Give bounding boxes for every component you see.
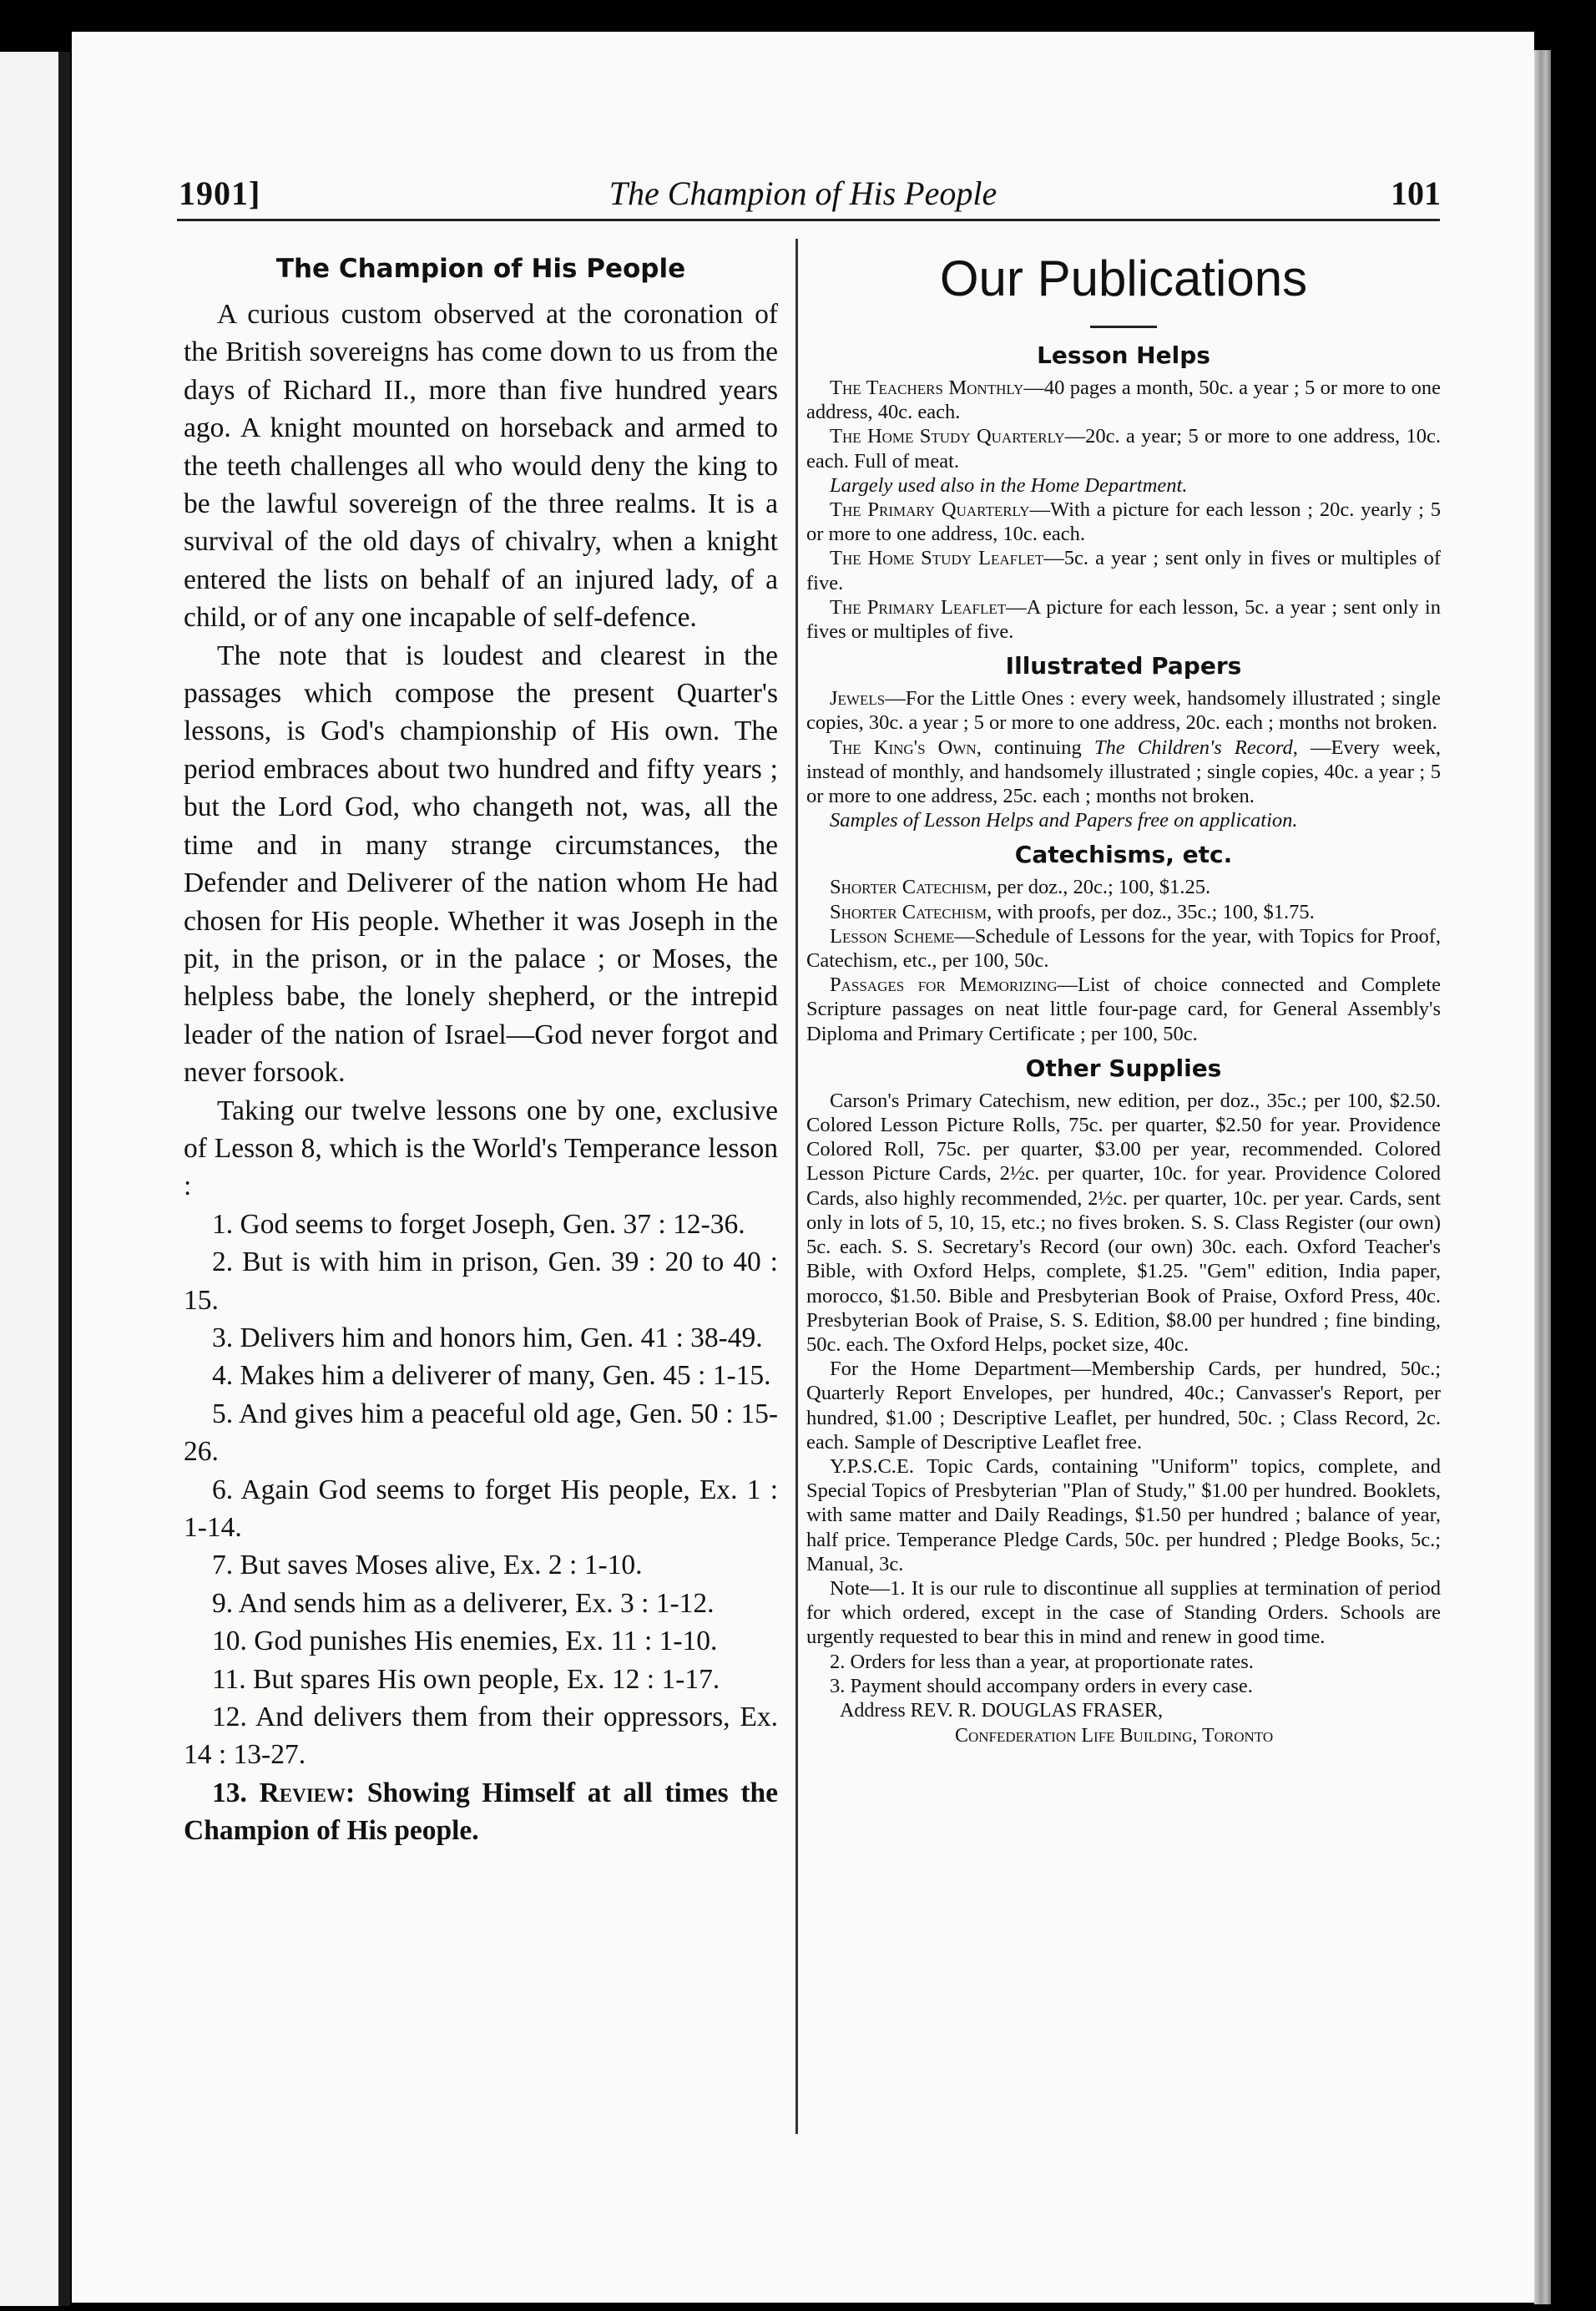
lesson-item: 3. Delivers him and honors him, Gen. 41 : 38-49. xyxy=(212,1322,763,1353)
article-paragraph: Taking our twelve lessons one by one, exclusive of Lesson 8, which is the World's Temperance lesson : xyxy=(184,1095,778,1202)
catechism-item xyxy=(806,875,1441,899)
catechism-item xyxy=(806,900,1441,924)
catechism-text: , per doz., 20c.; 100, $1.25. xyxy=(987,876,1211,899)
lesson-review xyxy=(184,1774,778,1850)
lesson-item: 2. But is with him in prison, Gen. 39 : 20 to 40 : 15. xyxy=(184,1247,778,1316)
kings-own-name: The King's Own xyxy=(830,736,977,759)
home-department-paragraph: For the Home Department—Membership Cards, per hundred, 50c.; Quarterly Report Envelopes, per hundred, 40c.; Canvasser's Report, per hundred, $1.00 ; Descriptive Leaflet, per hundred, 50c. ; Class Record, 2c. each. Sample of Descriptive Leaflet free. xyxy=(806,1358,1441,1454)
lesson-help-name: The Primary Leaflet xyxy=(830,595,1007,619)
lesson-help-text: —A picture for each lesson, 5c. a year ; sent only in fives or multiples of five. xyxy=(806,595,1441,644)
running-head-year: 1901] xyxy=(179,174,261,212)
lesson-help-note: Largely used also in the Home Department. xyxy=(830,473,1188,497)
magazine-page xyxy=(72,32,1534,2303)
lesson-item: 1. God seems to forget Joseph, Gen. 37 : 12-36. xyxy=(212,1208,745,1240)
carsons-supplies-paragraph: Carson's Primary Catechism, new edition, per doz., 35c.; per 100, $2.50. Colored Lesson Picture Rolls, 75c. per quarter, $2.50 for year. Providence Colored Roll, 75c. per quarter, $3.00 per year, recommended. Colored Lesson Picture Cards, 2½c. per quarter, 10c. for year. Providence Colored Cards, also highly recommended, 2½c. per quarter, 10c. per year. Cards, sent only in lots of 5, 10, 15, etc.; no fives broken. S. S. Class Register (our own) 5c. each. S. S. Secretary's Record (our own) 30c. each. Oxford Teacher's Bible, with Oxford Helps, complete, $1.25. "Gem" edition, India paper, morocco, $1.50. Bible and Presbyterian Book of Praise, Oxford Press, 40c. Presbyterian Book of Praise, S. S. Edition, $8.00 per hundred ; fine binding, 50c. each. The Oxford Helps, pocket size, 40c. xyxy=(806,1089,1441,1356)
review-number: 13. xyxy=(212,1777,247,1808)
running-head-title: The Champion of His People xyxy=(609,174,998,212)
address-line: Address REV. R. DOUGLAS FRASER, xyxy=(840,1699,1163,1722)
header-rule xyxy=(177,219,1440,221)
lesson-help-name: The Primary Quarterly xyxy=(830,498,1030,522)
kings-own-text: , —Every week, instead of monthly, and handsomely illustrated ; single copies, 40c. a year ; 5 or more to one address, 25c. each ; months not broken. xyxy=(806,736,1441,808)
catechism-text: , with proofs, per doz., 35c.; 100, $1.75. xyxy=(987,900,1315,923)
article-column xyxy=(184,254,778,1850)
catechism-text: —List of choice connected and Complete Scripture passages on neat little four-page card, for General Assembly's Diploma and Primary Certificate ; per 100, 50c. xyxy=(806,973,1441,1045)
lesson-help-text: —20c. a year; 5 or more to one address, 10c. each. Full of meat. xyxy=(806,425,1441,473)
lesson-help-name: The Home Study Leaflet xyxy=(830,547,1044,570)
publications-column xyxy=(806,245,1441,1748)
lesson-help-text: —40 pages a month, 50c. a year ; 5 or more to one address, 40c. each. xyxy=(806,377,1441,424)
childrens-record-title: The Children's Record xyxy=(1093,736,1293,759)
title-rule xyxy=(1090,326,1157,328)
review-text: : Showing Himself at all times the Champion of His people. xyxy=(184,1777,779,1847)
other-supplies-heading: Other Supplies xyxy=(1025,1054,1222,1082)
kings-own-item xyxy=(806,736,1441,809)
catechism-item xyxy=(806,973,1441,1046)
lesson-help-text: —With a picture for each lesson ; 20c. yearly ; 5 or more to one address, 10c. each. xyxy=(806,498,1441,546)
lesson-item: 9. And sends him as a deliverer, Ex. 3 : 1-12. xyxy=(212,1587,715,1619)
lesson-help-item xyxy=(806,595,1441,644)
lesson-item: 12. And delivers them from their oppressors, Ex. 14 : 13-27. xyxy=(184,1702,778,1771)
lesson-helps-heading: Lesson Helps xyxy=(1037,341,1210,369)
note-item: 3. Payment should accompany orders in every case. xyxy=(830,1674,1253,1697)
lesson-item: 6. Again God seems to forget His people, Ex. 1 : 1-14. xyxy=(184,1474,778,1543)
jewels-text: —For the Little Ones : every week, handsomely illustrated ; single copies, 30c. a year ; 5 or more to one address, 20c. each ; months not broken. xyxy=(806,687,1441,735)
page-gutter-shadow xyxy=(58,52,70,2306)
catechism-name: Shorter Catechism xyxy=(830,900,987,923)
lesson-item: 11. But spares His own people, Ex. 12 : 1-17. xyxy=(212,1663,720,1695)
catechism-name: Lesson Scheme xyxy=(830,924,955,948)
article-heading: The Champion of His People xyxy=(275,254,686,284)
article-paragraph: The note that is loudest and clearest in the passages which compose the present Quarter's lessons, is God's championship of His own. The period embraces about two hundred and fifty years ; but the Lord God, who changeth not, was, all the time and in many strange circumstances, the Defender and Deliverer of the nation whom He had chosen for His people. Whether it was Joseph in the pit, in the prison, or in the palace ; or Moses, the helpless babe, the lonely shepherd, or the intrepid leader of the nation of Israel—God never forgot and never forsook. xyxy=(184,640,778,1089)
address-location: Confederation Life Building, Toronto xyxy=(955,1724,1274,1747)
kings-own-pre: , continuing xyxy=(976,736,1094,759)
note-item: Note—1. It is our rule to discontinue all supplies at termination of period for which ordered, except in the case of Standing Orders. Schools are urgently requested to bear this in mind and renew in good time. xyxy=(806,1576,1441,1649)
lesson-item: 10. God punishes His enemies, Ex. 11 : 1-10. xyxy=(212,1626,718,1657)
lesson-item: 7. But saves Moses alive, Ex. 2 : 1-10. xyxy=(212,1550,643,1581)
lesson-help-item xyxy=(806,546,1441,594)
publications-title: Our Publications xyxy=(939,250,1308,306)
ypsce-paragraph: Y.P.S.C.E. Topic Cards, containing "Uniform" topics, complete, and Special Topics of Presbyterian "Plan of Study," $1.00 per hundred. Booklets, with same matter and Daily Readings, $1.50 per hundred ; balance of year, half price. Temperance Pledge Cards, 50c. per hundred ; Pledge Books, 5c.; Manual, 3c. xyxy=(806,1454,1441,1575)
catechisms-heading: Catechisms, etc. xyxy=(1014,841,1233,869)
page-number: 101 xyxy=(1391,174,1441,212)
adjacent-page-edge xyxy=(0,52,58,2306)
jewels-item xyxy=(806,686,1441,735)
catechism-text: —Schedule of Lessons for the year, with Topics for Proof, Catechism, etc., per 100, 50c. xyxy=(806,924,1441,973)
lesson-help-item xyxy=(806,424,1441,473)
lesson-help-name: The Teachers Monthly xyxy=(830,377,1024,399)
lesson-item: 5. And gives him a peaceful old age, Gen. 50 : 15-26. xyxy=(184,1398,778,1468)
column-divider xyxy=(795,239,798,2134)
catechism-item xyxy=(806,924,1441,973)
lesson-help-text: —5c. a year ; sent only in fives or multiples of five. xyxy=(806,547,1441,594)
lesson-help-item xyxy=(806,498,1441,546)
jewels-name: Jewels xyxy=(830,687,886,710)
lesson-help-item xyxy=(806,376,1441,424)
article-paragraph: A curious custom observed at the coronation of the British sovereigns has come down to us from the days of Richard II., more than five hundred years ago. A knight mounted on horseback and armed to the teeth challenges all who would deny the king to be the lawful sovereign of the three realms. It is a survival of the old days of chivalry, when a knight entered the lists on behalf of an injured lady, of a child, or of any one incapable of self-defence. xyxy=(184,299,778,634)
note-item: 2. Orders for less than a year, at proportionate rates. xyxy=(830,1650,1254,1673)
lesson-help-name: The Home Study Quarterly xyxy=(830,425,1065,448)
illustrated-papers-heading: Illustrated Papers xyxy=(1005,652,1242,680)
page-stack-edge xyxy=(1534,50,1551,2304)
catechism-name: Passages for Memorizing xyxy=(830,973,1058,997)
samples-note: Samples of Lesson Helps and Papers free on application. xyxy=(830,809,1298,832)
lesson-item: 4. Makes him a deliverer of many, Gen. 45 : 1-15. xyxy=(212,1360,771,1392)
review-label: Review xyxy=(259,1777,346,1808)
catechism-name: Shorter Catechism xyxy=(830,876,987,899)
